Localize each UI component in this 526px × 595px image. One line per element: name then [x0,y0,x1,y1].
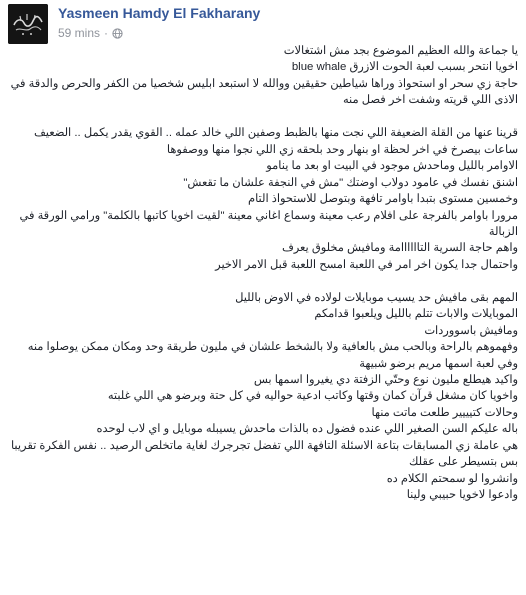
post-text-line: مرورا باوامر بالفرجة على افلام رعب معينة وسماع اغاني معينة "لقيت اخويا كاتبها بالكلمة" ورامي الورقة في [19,209,518,222]
post-text-line: حاجة زي سحر او استحواذ وراها شياطين حقيقين ووالله لا استبعد ابليس شخصيا من الكفر والحرص والدقة في [10,77,518,90]
post-text-line: واخويا كان مشغل قرآن كمان وقتها وكاتب ادعية حواليه في كل حتة وبرضو هي اللي غلبته [107,390,518,403]
post-text-line: الموبايلات والابات تتلم بالليل ويلعبوا قدامكم [314,308,518,321]
post-text-line: اخويا انتحر بسبب لعبة الحوت الازرق blue whale [291,61,518,74]
post-body [10,43,518,504]
paragraph-break [10,109,518,125]
calligraphy-avatar-icon [8,4,48,44]
post-header [6,2,520,46]
post-meta [58,26,123,40]
post-text-line: واهم حاجة السرية التاااااامة ومافيش مخلوق يعرف [281,242,518,255]
post-text-line: الاذى اللي قريته وشفت اخر فصل منه [342,94,518,107]
post-text-line: قرينا عنها من القلة الضعيفة اللي نجت منها بالظبط وصفين اللي خالد عمله .. القوي يقدر يكمل .. الضعيف [33,127,518,140]
post-timestamp[interactable]: 59 mins [58,26,101,40]
post-text-line: بس بتسيطر على عقلك [408,456,518,469]
post-text-line: وفي لعبة اسمها مريم برضو شبيهة [359,357,518,370]
post-text-line: وحالات كتيييير طلعت ماتت منها [371,406,518,419]
post-text-line: الزبالة [488,225,518,238]
post-text-line: واحتمال جدا يكون اخر امر في اللعبة امسح اللعبة قبل الامر الاخير [215,258,518,271]
post-text-line: ومافيش باسووردات [424,324,518,337]
meta-separator: · [104,26,109,40]
post-text-line: اشنق نفسك في عامود دولاب اوضتك "مش في النجفة علشان ما تقعش" [183,176,518,189]
post-text-line: يا جماعة والله العظيم الموضوع بجد مش اشتغالات [283,45,518,57]
paragraph-break [10,273,518,289]
globe-icon[interactable] [112,28,123,39]
post-text-line: وخمسين مستوى بتبدا باوامر تافهة وبتوصل للاستحواذ التام [248,193,518,206]
post-text-line: باله عليكم السن الصغير اللي عنده فضول ده بالذات ماحدش يسيبله موبايل و اي لاب لوحده [96,423,518,436]
profile-picture[interactable] [8,4,48,44]
author-name[interactable]: Yasmeen Hamdy El Fakharany [58,5,261,21]
post-text-line: واكيد هيطلع مليون نوع وحتّي الزفتة دي يغيروا اسمها بس [253,374,518,387]
post-text-line: الاوامر بالليل وماحدش موجود في البيت او بعد ما ينامو [266,160,518,173]
post-text-line: المهم بقى مافيش حد يسيب موبايلات لولاده في الاوض بالليل [235,291,518,304]
post-text-line: ساعات بيصرخ في اخر لحظة او بنهار وحد بلحقه زي اللي نجوا منها ووصفوها [166,143,518,156]
post-text-line: وانشروا لو سمحتم الكلام ده [386,472,518,485]
post-text-line: وادعوا لاخويا حبيبي ولينا [406,489,518,502]
post-text-line: هي عاملة زي المسابقات بتاعة الاسئلة التافهة اللي تفضل تجرجرك لغاية ماتخلص الرصيد .. نفس الفكرة تقريبا [10,439,518,452]
post-text-line: وفهموهم بالراحة وبالحب مش بالعافية ولا بالشخط علشان في مليون طريقة وحد ومكان ممكن يوصلوا منه [27,341,518,354]
